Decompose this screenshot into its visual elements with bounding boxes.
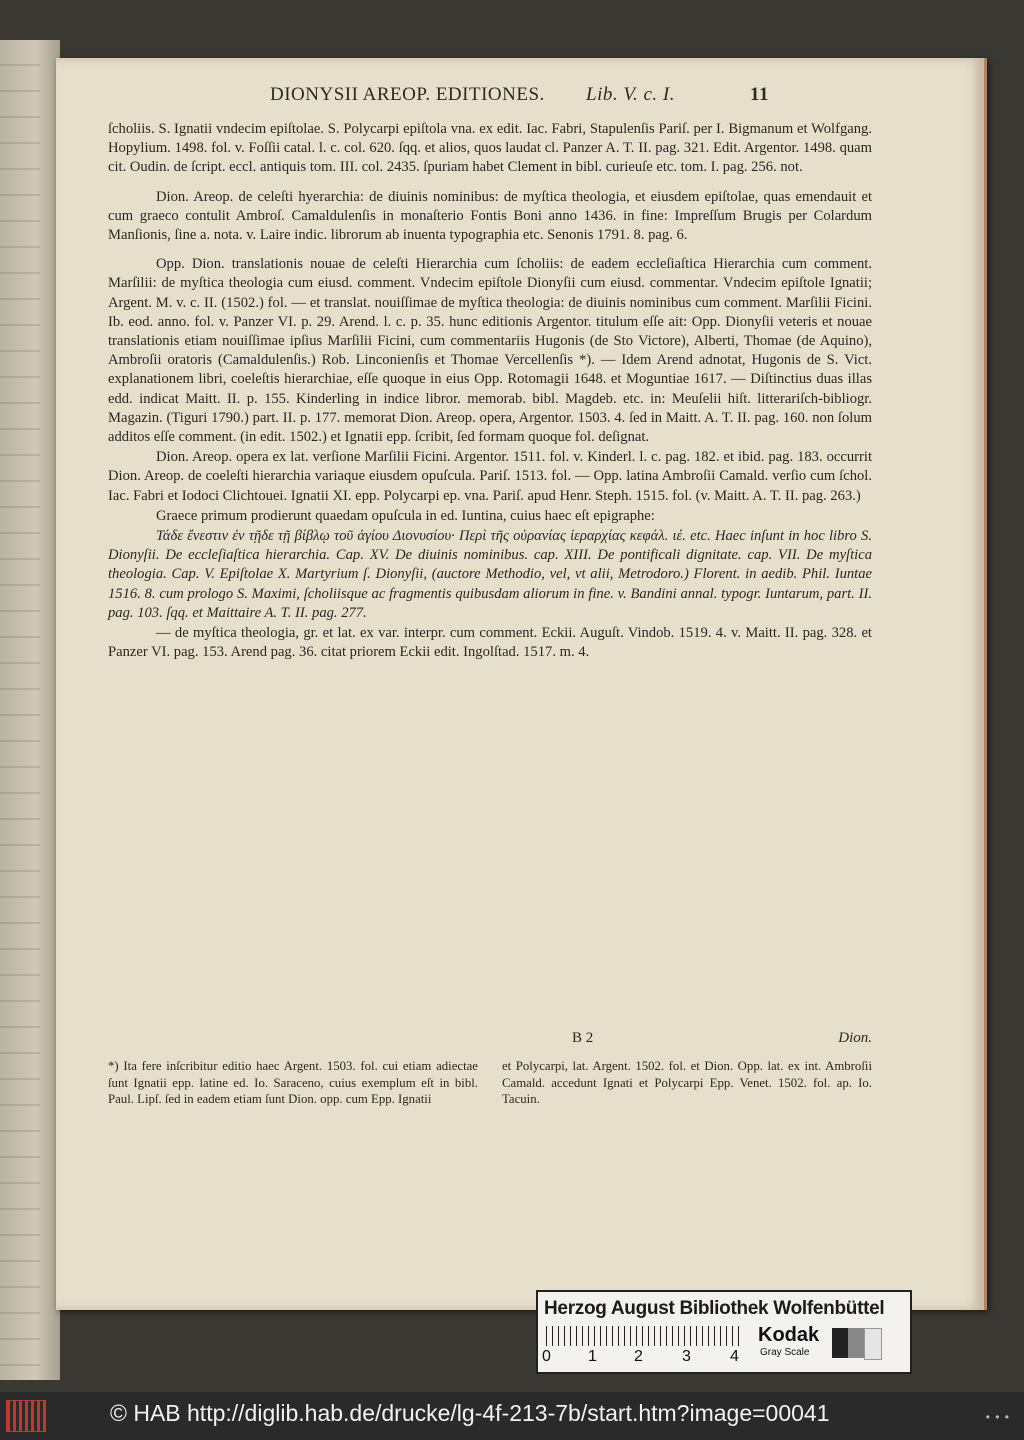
ruler-number: 3 [682, 1348, 691, 1365]
header-title: DIONYSII AREOP. EDITIONES. [270, 84, 545, 105]
header-book-chapter: Lib. V. c. I. [586, 84, 676, 105]
adjacent-page-text-marks [0, 40, 40, 1380]
paragraph: Graece primum prodierunt quaedam opuſcula in ed. Iuntina, cuius haec eſt epigraphe: [156, 507, 655, 524]
signature-mark: B 2 [572, 1030, 594, 1046]
ruler-number: 4 [730, 1348, 739, 1365]
gray-patch-light [864, 1328, 882, 1360]
more-icon[interactable]: • • • [985, 1410, 1010, 1424]
copyright-link[interactable]: © HAB http://diglib.hab.de/drucke/lg-4f-213-7b/start.htm?image=00041 [110, 1400, 830, 1426]
paragraph: Opp. Dion. translationis nouae de celeſti Hierarchia cum ſcholiis: de eadem eccleſiaſtica Hierarchia cum comment. Marſilii: de myſtica theologia cum eiusd. comment. Vndecim epiſtole Dionyſii cum eiusd. commentar. Vndecim epiſtole Ignatii; Argent. M. v. c. II. (1502.) fol. — et translat. nouiſſimae de myſtica theologia: de diuinis nominibus cum comment. Marſilii Ficini. Ib. eod. anno. fol. v. Panzer VI. p. 29. Arend. l. c. p. 35. hunc editionis Argentor. titulum eſſe ait: Opp. Dionyſii veteris et nouae translationis etiam nouiſſimae ipſius Marſilii Ficini, cum commentariis Hugonis (de Sto Victore), Alberti, Thomae (de Aquino), Ambroſii oratoris (Camaldulenſis.) Rob. Linconienſis et Thomae Vercellenſis *). — Idem Arend adnotat, Hugonis de S. Vict. explanationem libri, coeleſtis hierarchiae, eſſe quoque in eius Opp. Rotomagii 1648. et Moguntiae 1617. — Diſtinctius duas illas edd. indicat Maitt. II. p. 155. Kinderling in indice libror. memorab. bibl. Magdeb. etc. in: Meuſelii hiſt. litterariſch-bibliogr. Magazin. (Tiguri 1790.) part. II. p. 177. memorat Dion. Areop. opera, Argentor. 1503. 4. ſed in Maitt. A. T. II. pag. 160. non ſolum additos eſſe comment. (in edit. 1502.) et Ignatii epp. ſcribit, ſed formam quoque fol. deſignat. [108, 256, 872, 446]
gray-patch-dark [832, 1328, 848, 1358]
main-text [108, 120, 872, 663]
book-page [56, 58, 987, 1310]
footnote-left-column: *) Ita fere inſcribitur editio haec Argent. 1503. fol. cui etiam adiectae ſunt Ignatii epp. latine ed. Io. Saraceno, cuius exemplum eſt in bibl. Paul. Lipſ. ſed in eadem etiam ſunt Dion. opp. cum Epp. Ignatii [108, 1059, 478, 1107]
ruler-number: 1 [588, 1348, 597, 1365]
catchword: Dion. [838, 1030, 872, 1046]
page-number: 11 [750, 84, 769, 105]
paragraph: Τάδε ἔνεστιν ἐν τῇδε τῇ βίβλῳ τοῦ ἁγίου Διονυσίου· Περὶ τῆς οὐρανίας ἱεραρχίας κεφάλ. ιέ. etc. Haec inſunt in hoc libro S. Dionyſii. De eccleſiaſtica hierarchia. Cap. XV. De diuinis nominibus. cap. XIII. De pontificali dignitate. cap. VII. De myſtica theologia. Cap. V. Epiſtolae X. Martyrium ſ. Dionyſii, (auctore Methodio, vel, vt alii, Metrodoro.) Florent. in aedib. Phil. Iuntae 1516. 8. cum prologo S. Maximi, ſcholiisque ac fragmentis quibusdam aliorum in fine. v. Bandini annal. typogr. Iuntarum, part. II. pag. 103. ſqq. et Maittaire A. T. II. pag. 277. [108, 528, 872, 621]
paragraph: ſcholiis. S. Ignatii vndecim epiſtolae. S. Polycarpi epiſtola vna. ex edit. Iac. Fabri, Stapulenſis Pariſ. per I. Bigmanum et Wolfgang. Hopylium. 1498. fol. v. Foſſii catal. l. c. col. 620. ſqq. et alios, quos laudat cl. Panzer A. T. II. pag. 321. Edit. Argentor. 1498. quam cit. Oudin. de ſcript. eccl. antiquis tom. III. col. 2435. ſpuriam habet Clement in bibl. curieuſe etc. tom. I. pag. 256. not. [108, 121, 872, 176]
footer-bar [0, 1392, 1024, 1440]
gray-patch-mid [848, 1328, 864, 1358]
hab-logo-icon[interactable] [6, 1400, 46, 1432]
paragraph: — de myſtica theologia, gr. et lat. ex var. interpr. cum comment. Eckii. Auguſt. Vindob. 1519. 4. v. Maitt. II. pag. 328. et Panzer VI. pag. 153. Arend pag. 36. citat priorem Eckii edit. Ingolſtad. 1517. m. 4. [108, 625, 872, 661]
signature-line [108, 1030, 872, 1050]
kodak-logo: Kodak [758, 1324, 820, 1346]
gray-scale-label: Gray Scale [760, 1347, 810, 1358]
paragraph: Dion. Areop. de celeſti hyerarchia: de diuinis nominibus: de myſtica theologia, et eiusdem epiſtolae, quas emendauit et cum graeco contulit Ambroſ. Camaldulenſis in monaſterio Fontis Boni anno 1436. in fine: Impreſſum Brugis per Colardum Manſionis, ſine a. nota. v. Laire indic. librorum ab inuenta typographia etc. Senonis 1791. 8. pag. 6. [108, 188, 872, 244]
library-color-card [536, 1290, 912, 1374]
ruler-number: 0 [542, 1348, 551, 1365]
library-name: Herzog August Bibliothek Wolfenbüttel [544, 1298, 885, 1319]
paragraph: Dion. Areop. opera ex lat. verſione Marſilii Ficini. Argentor. 1511. fol. v. Kinderl. l. c. pag. 182. et ibid. pag. 183. occurrit Dion. Areop. de coeleſti hierarchia variaque eiusdem opuſcula. Pariſ. 1513. fol. — Opp. latina Ambroſii Camald. verſio cum ſchol. Iac. Fabri et Iodoci Clichtouei. Ignatii XI. epp. Polycarpi ep. vna. Pariſ. apud Henr. Steph. 1515. fol. (v. Maitt. A. T. II. pag. 263.) [108, 449, 872, 504]
running-header [270, 84, 830, 110]
ruler-icon [546, 1326, 742, 1346]
footnote-right-column: et Polycarpi, lat. Argent. 1502. fol. et Dion. Opp. lat. ex int. Ambroſii Camald. accedunt Ignati et Polycarpi Epp. Venet. 1502. fol. ap. Io. Tacuin. [502, 1059, 872, 1107]
ruler-number: 2 [634, 1348, 643, 1365]
